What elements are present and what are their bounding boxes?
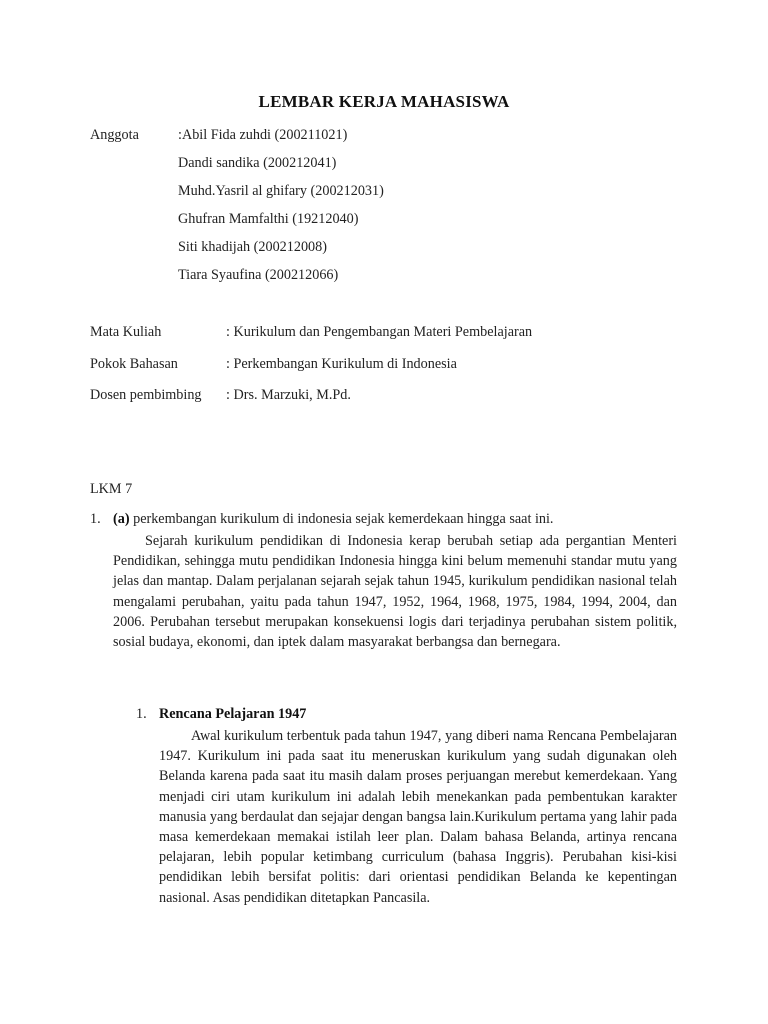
pokok-bahasan-value: : Perkembangan Kurikulum di Indonesia xyxy=(226,356,457,372)
subsection-paragraph: Awal kurikulum terbentuk pada tahun 1947, yang diberi nama Rencana Pembelajaran 1947. Kurikulum ini pada saat itu meneruskan kurikulum yang sudah digunakan oleh Belanda karena pada saat itu masih dalam proses perjuangan merebut kemerdekaan. Yang menjadi ciri utam kurikulum ini adalah lebih menekankan pada pembentukan karakter manusia yang berdaulat dan sejajar dengan bangsa lain.Kurikulum pertama yang lahir pada masa kemerdekaan memakai istilah leer plan. Dalam bahasa Belanda, artinya rencana pelajaran, lebih popular ketimbang curriculum (bahasa Inggris). Perubahan kisi-kisi pendidikan lebih bersifat politis: dari orientasi pendidikan Belanda ke kepentingan nasional. Asas pendidikan ditetapkan Pancasila. xyxy=(159,728,677,906)
mata-kuliah-label: Mata Kuliah xyxy=(90,324,162,340)
question-line xyxy=(113,511,553,528)
dosen-label: Dosen pembimbing xyxy=(90,387,202,403)
member-item: Siti khadijah (200212008) xyxy=(178,239,327,255)
member-item: Dandi sandika (200212041) xyxy=(178,155,337,171)
member-item: :Abil Fida zuhdi (200211021) xyxy=(178,127,348,143)
pokok-bahasan-label: Pokok Bahasan xyxy=(90,356,178,372)
intro-paragraph: Sejarah kurikulum pendidikan di Indonesia kerap berubah setiap ada pergantian Menteri Pendidikan, sehingga mutu pendidikan Indonesia hingga kini belum memenuhi standar mutu yang jelas dan mantap. Dalam perjalanan sejarah sejak tahun 1945, kurikulum pendidikan nasional telah mengalami perubahan, yaitu pada tahun 1947, 1952, 1964, 1968, 1975, 1984, 1994, 2004, dan 2006. Perubahan tersebut merupakan konsekuensi logis dari terjadinya perubahan sistem politik, sosial budaya, ekonomi, dan iptek dalam masyarakat berbangsa dan bernegara. xyxy=(113,533,677,651)
subsection-number: 1. xyxy=(136,706,147,722)
subsection-heading-text: Rencana Pelajaran 1947 xyxy=(159,706,307,722)
member-item: Tiara Syaufina (200212066) xyxy=(178,267,339,283)
anggota-label: Anggota xyxy=(90,127,139,143)
dosen-value: : Drs. Marzuki, M.Pd. xyxy=(226,387,351,403)
lkm-heading: LKM 7 xyxy=(90,481,133,497)
question-marker: (a) xyxy=(113,511,130,527)
member-item: Muhd.Yasril al ghifary (200212031) xyxy=(178,183,384,199)
question-text: perkembangan kurikulum di indonesia sejak kemerdekaan hingga saat ini. xyxy=(129,511,554,527)
subsection-heading xyxy=(159,706,306,723)
question-number: 1. xyxy=(90,511,101,527)
member-item: Ghufran Mamfalthi (19212040) xyxy=(178,211,359,227)
mata-kuliah-value: : Kurikulum dan Pengembangan Materi Pembelajaran xyxy=(226,324,533,340)
document-title: LEMBAR KERJA MAHASISWA xyxy=(258,92,510,111)
